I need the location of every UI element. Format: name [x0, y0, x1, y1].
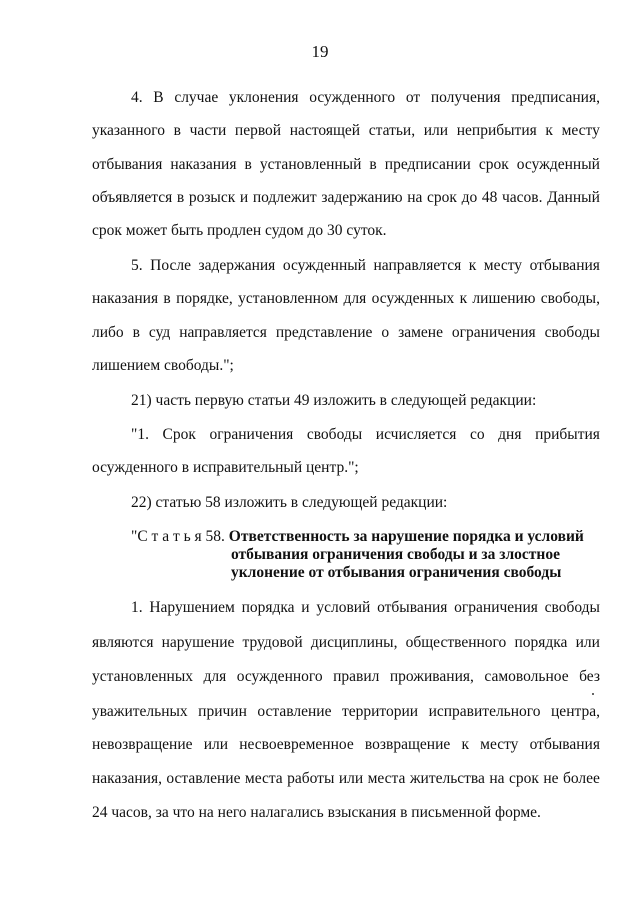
item-21: 21) часть первую статьи 49 изложить в следующей редакции: — [131, 392, 537, 409]
article-58-title-line-3: уклонение от отбывания ограничения свободы — [231, 564, 562, 581]
p4-line-1: 4. В случае уклонения осужденного от получения предписания, — [131, 89, 600, 106]
art58-p1-line-5: невозвращение или несвоевременное возвращение к месту отбывания — [92, 736, 600, 753]
article-49-line-2: осужденного в исправительный центр."; — [92, 459, 359, 476]
art58-p1-line-2: являются нарушение трудовой дисциплины, общественного порядка или — [92, 634, 600, 651]
art58-p1-line-6: наказания, оставление места работы или места жительства на срок не более — [92, 770, 600, 787]
item-22: 22) статью 58 изложить в следующей редакции: — [131, 494, 448, 511]
p5-line-4: лишением свободы."; — [92, 357, 234, 374]
p5-line-3: либо в суд направляется представление о замене ограничения свободы — [92, 324, 600, 341]
scan-speck — [592, 693, 594, 695]
art58-p1-line-1: 1. Нарушением порядка и условий отбывания ограничения свободы — [131, 599, 600, 616]
p4-line-4: объявляется в розыск и подлежит задержанию на срок до 48 часов. Данный — [92, 189, 600, 206]
art58-p1-line-3: установленных для осужденного правил проживания, самовольное без — [92, 668, 600, 685]
article-49-line-1: "1. Срок ограничения свободы исчисляется со дня прибытия — [131, 426, 600, 443]
p4-line-3: отбывания наказания в установленный в предписании срок осужденный — [92, 156, 600, 173]
article-58-title-line-2: отбывания ограничения свободы и за злостное — [231, 546, 560, 563]
art58-p1-line-7: 24 часов, за что на него налагались взыскания в письменной форме. — [92, 804, 541, 821]
p5-line-2: наказания в порядке, установленном для осужденных к лишению свободы, — [92, 290, 600, 307]
article-58-title-line-1: Ответственность за нарушение порядка и условий — [228, 528, 584, 545]
article-58-heading — [131, 527, 584, 547]
p5-line-1: 5. После задержания осужденный направляется к месту отбывания — [131, 257, 600, 274]
p4-line-2: указанного в части первой настоящей статьи, или неприбытия к месту — [92, 122, 600, 139]
p4-line-5: срок может быть продлен судом до 30 суток. — [92, 222, 387, 239]
page-number: 19 — [311, 42, 329, 61]
art58-p1-line-4: уважительных причин оставление территории исправительного центра, — [92, 703, 600, 720]
article-58-prefix: "С т а т ь я 58. — [131, 528, 225, 545]
